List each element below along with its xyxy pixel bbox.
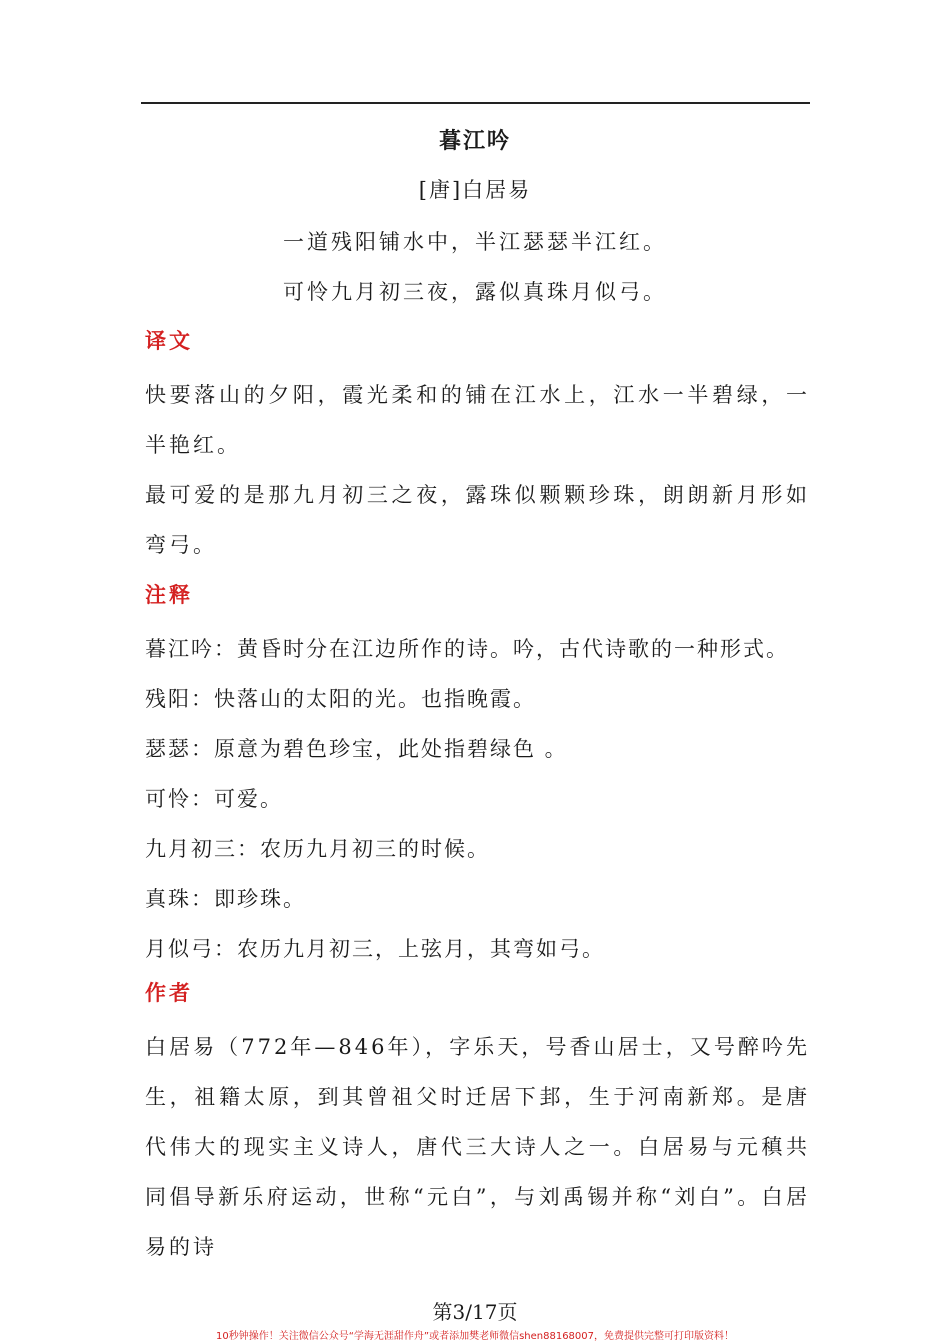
translation-paragraph-1: 快要落山的夕阳，霞光柔和的铺在江水上，江水一半碧绿，一半艳红。 [145,383,810,457]
article-body [145,322,810,1272]
poem-line-2: 可怜九月初三夜，露似真珠月似弓。 [283,280,667,304]
note-item: 残阳：快落山的太阳的光。也指晚霞。 [145,687,536,711]
note-item: 月似弓：农历九月初三，上弦月，其弯如弓。 [145,937,605,961]
page-number: 第3/17页 [432,1300,518,1324]
poem-line-1: 一道残阳铺水中，半江瑟瑟半江红。 [283,230,667,254]
note-item: 瑟瑟：原意为碧色珍宝，此处指碧绿色 。 [145,737,568,761]
poem-title: 暮江吟 [438,128,511,154]
translation-heading: 译文 [145,328,193,353]
note-item: 可怜：可爱。 [145,787,283,811]
note-item: 九月初三：农历九月初三的时候。 [145,837,490,861]
author-bio: 白居易（772年—846年），字乐天，号香山居士，又号醉吟先生，祖籍太原，到其曾祖父时迁居下邽，生于河南新郑。是唐代伟大的现实主义诗人，唐代三大诗人之一。白居易与元稹共同倡导新乐府运动，世称“元白”，与刘禹锡并称“刘白”。白居易的诗 [145,1035,810,1259]
footer-promo-text: 10秒钟操作！关注微信公众号“学海无涯甜作舟”或者添加樊老师微信shen88168007，免费提供完整可打印版资料！ [215,1331,735,1342]
note-item: 真珠：即珍珠。 [145,887,306,911]
author-heading: 作者 [145,980,193,1005]
note-item: 暮江吟：黄昏时分在江边所作的诗。吟，古代诗歌的一种形式。 [145,637,789,661]
translation-paragraph-2: 最可爱的是那九月初三之夜，露珠似颗颗珍珠，朗朗新月形如弯弓。 [145,483,810,557]
poem-author: [唐]白居易 [418,178,532,202]
notes-heading: 注释 [145,582,193,607]
top-divider [141,102,810,104]
